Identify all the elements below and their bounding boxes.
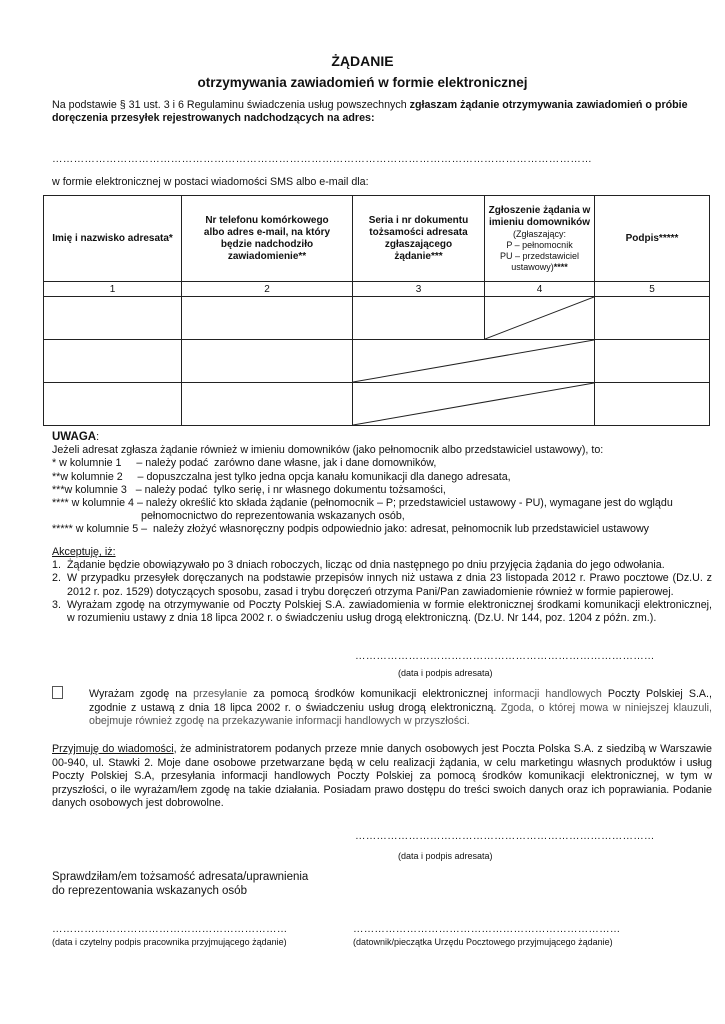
header-name: Imię i nazwisko adresata* — [44, 196, 182, 282]
cell-name[interactable] — [44, 340, 182, 383]
intro-bold: zgłaszam żądanie otrzymywania zawiadomień o próbie doręczenia przesyłek rejestrowanych nadchodzących na adres: — [52, 99, 688, 124]
col-number: 2 — [182, 282, 353, 297]
table-row — [44, 297, 710, 340]
cell-document-household-strikethrough — [353, 383, 595, 426]
signature-field-2[interactable]: ………………………………………………………………………… — [355, 830, 655, 842]
note-line: ***** w kolumnie 5 – należy złożyć własnoręczny podpis odpowiednio jako: adresat, pełnomocnik lub przedstawiciel ustawowy — [52, 523, 650, 536]
notes-heading: UWAGA — [52, 431, 97, 443]
intro-paragraph — [52, 99, 712, 125]
intro-plain: Na podstawie § 31 ust. 3 i 6 Regulaminu świadczenia usług powszechnych — [52, 99, 410, 111]
table-row — [44, 340, 710, 383]
note-line: **w kolumnie 2 – dopuszczalna jest tylko jedna opcja kanału komunikacji dla danego adresata, — [52, 470, 511, 483]
col-number: 4 — [485, 282, 595, 297]
cell-document-household-strikethrough — [353, 340, 595, 383]
header-household: Zgłoszenie żądania w imieniu domowników (Zgłaszający: P – pełnomocnik PU – przedstawiciel ustawowy)**** — [485, 196, 595, 282]
form-subtitle: otrzymywania zawiadomień w formie elektronicznej — [197, 75, 528, 90]
address-field[interactable]: …………………………………………………………………………………………………………………………………… — [52, 153, 592, 165]
cell-contact[interactable] — [182, 340, 353, 383]
header-document: Seria i nr dokumentu tożsamości adresata zgłaszającego żądanie*** — [353, 196, 485, 282]
consent-text: Wyrażam zgodę na przesyłanie za pomocą środków komunikacji elektronicznej informacji handlowych Poczty Polskiej S.A., zgodnie z ustawą z dnia 18 lipca 2002 r. o świadczeniu usług drogą elektroniczną. Zgoda, o której mowa w niniejszej klauzuli, obejmuje również zgodę na przekazywanie informacji handlowych w przyszłości. — [89, 688, 713, 728]
acceptance-item: 3. Wyrażam zgodę na otrzymywanie od Poczty Polskiej S.A. zawiadomienia w formie elektronicznej środkami komunikacji elektronicznej, w rozumieniu ustawy z dnia 18 lipca 2002 r. o świadczeniu usług drogą elektroniczną. (Dz.U. Nr 144, poz. 1204 z późn. zm.). — [52, 598, 712, 625]
acceptance-item: 2. W przypadku przesyłek doręczanych na podstawie przepisów innych niż ustawa z dnia 23 listopada 2012 r. Prawo pocztowe (Dz.U. z 2012 r. poz. 1529) dotyczących sposobu, zasad i trybu doręczeń otrzyma Pani/Pan zawiadomienie również w formie papierowej. — [52, 572, 712, 598]
postmark-caption: (datownik/pieczątka Urzędu Pocztowego przyjmującego żądanie) — [353, 937, 613, 947]
note-line: ***w kolumnie 3 – należy podać tylko serię, i nr własnego dokumentu tożsamości, — [52, 483, 446, 496]
signature-caption-2: (data i podpis adresata) — [398, 851, 493, 861]
cell-contact[interactable] — [182, 297, 353, 340]
consent-checkbox[interactable] — [52, 686, 63, 699]
privacy-notice: Przyjmuję do wiadomości, że administratorem podanych przeze mnie danych osobowych jest Poczta Polska S.A. z siedzibą w Warszawie 00-940, ul. Stawki 2. Moje dane osobowe przetwarzane będą w celu realizacji żądania, w celu marketingu własnych produktów i usług Poczty Polskiej S.A, przesyłania informacji handlowych Poczty Polskiej za pomocą środków komunikacji elektronicznej, w tym w przyszłości, o ile wyrażam/łem zgodę na takie działania. Posiadam prawo dostępu do treści swoich danych oraz ich poprawiania. Podanie danych osobowych jest dobrowolne. — [52, 743, 712, 810]
employee-signature-field[interactable]: ………………………………………………………… — [52, 923, 288, 935]
acceptance-heading: Akceptuję, iż: — [52, 546, 116, 558]
col-number: 5 — [595, 282, 710, 297]
header-signature: Podpis***** — [595, 196, 710, 282]
cell-document[interactable] — [353, 297, 485, 340]
form-channel-line: w formie elektronicznej w postaci wiadomości SMS albo e-mail dla: — [52, 176, 369, 188]
table-row — [44, 383, 710, 426]
table-header-row — [44, 196, 710, 282]
cell-household-strikethrough — [485, 297, 595, 340]
cell-signature[interactable] — [595, 340, 710, 383]
col-number: 3 — [353, 282, 485, 297]
marketing-consent — [52, 688, 712, 729]
employee-signature-caption: (data i czytelny podpis pracownika przyjmującego żądanie) — [52, 937, 287, 947]
form-title: ŻĄDANIE — [331, 53, 394, 69]
note-line: pełnomocnictwo do reprezentowania wskazanych osób, — [141, 510, 405, 523]
cell-signature[interactable] — [595, 297, 710, 340]
cell-name[interactable] — [44, 383, 182, 426]
note-line: Jeżeli adresat zgłasza żądanie również w imieniu domowników (jako pełnomocnik albo przedstawiciel ustawowy), to: — [52, 444, 604, 457]
note-line: **** w kolumnie 4 – należy określić kto składa żądanie (pełnomocnik – P; przedstawiciel ustawowy - PU), wymagane jest do wglądu — [52, 497, 673, 510]
verification-statement: Sprawdziłam/em tożsamość adresata/uprawnienia do reprezentowania wskazanych osób — [52, 871, 309, 897]
postmark-field[interactable]: ………………………………………………………………… — [353, 923, 621, 935]
signature-field-1[interactable]: ………………………………………………………………………… — [355, 650, 655, 662]
acceptance-item: 1. Żądanie będzie obowiązywało po 3 dniach roboczych, licząc od dnia następnego po dniu przyjęcia żądania do jego odwołania. — [52, 559, 665, 572]
acceptance-section — [52, 546, 712, 625]
cell-signature[interactable] — [595, 383, 710, 426]
header-contact: Nr telefonu komórkowego albo adres e-mail, na który będzie nadchodziło zawiadomienie** — [182, 196, 353, 282]
col-number: 1 — [44, 282, 182, 297]
notes-section: UWAGA: Jeżeli adresat zgłasza żądanie również w imieniu domowników (jako pełnomocnik albo przedstawiciel ustawowy), to: * w kolumnie 1 – należy podać zarówno dane własne, jak i dane domowników, **w kolumnie 2 – dopuszczalna jest tylko jedna opcja kanału komunikacji dla danego adresata, ***w kolumnie 3 – należy podać tylko serię, i nr własnego dokumentu tożsamości, **** w kolumnie 4 – należy określić kto składa żądanie (pełnomocnik – P; przedstawiciel ustawowy - PU), wymagane jest do wglądu pełnomocnictwo do reprezentowania wskazanych osób, ***** w kolumnie 5 – należy złożyć własnoręczny podpis odpowiednio jako: adresat, pełnomocnik lub przedstawiciel ustawowy — [52, 431, 717, 537]
request-table — [43, 195, 710, 426]
note-line: * w kolumnie 1 – należy podać zarówno dane własne, jak i dane domowników, — [52, 457, 437, 470]
table-number-row — [44, 282, 710, 297]
cell-name[interactable] — [44, 297, 182, 340]
signature-caption-1: (data i podpis adresata) — [398, 668, 493, 678]
cell-contact[interactable] — [182, 383, 353, 426]
